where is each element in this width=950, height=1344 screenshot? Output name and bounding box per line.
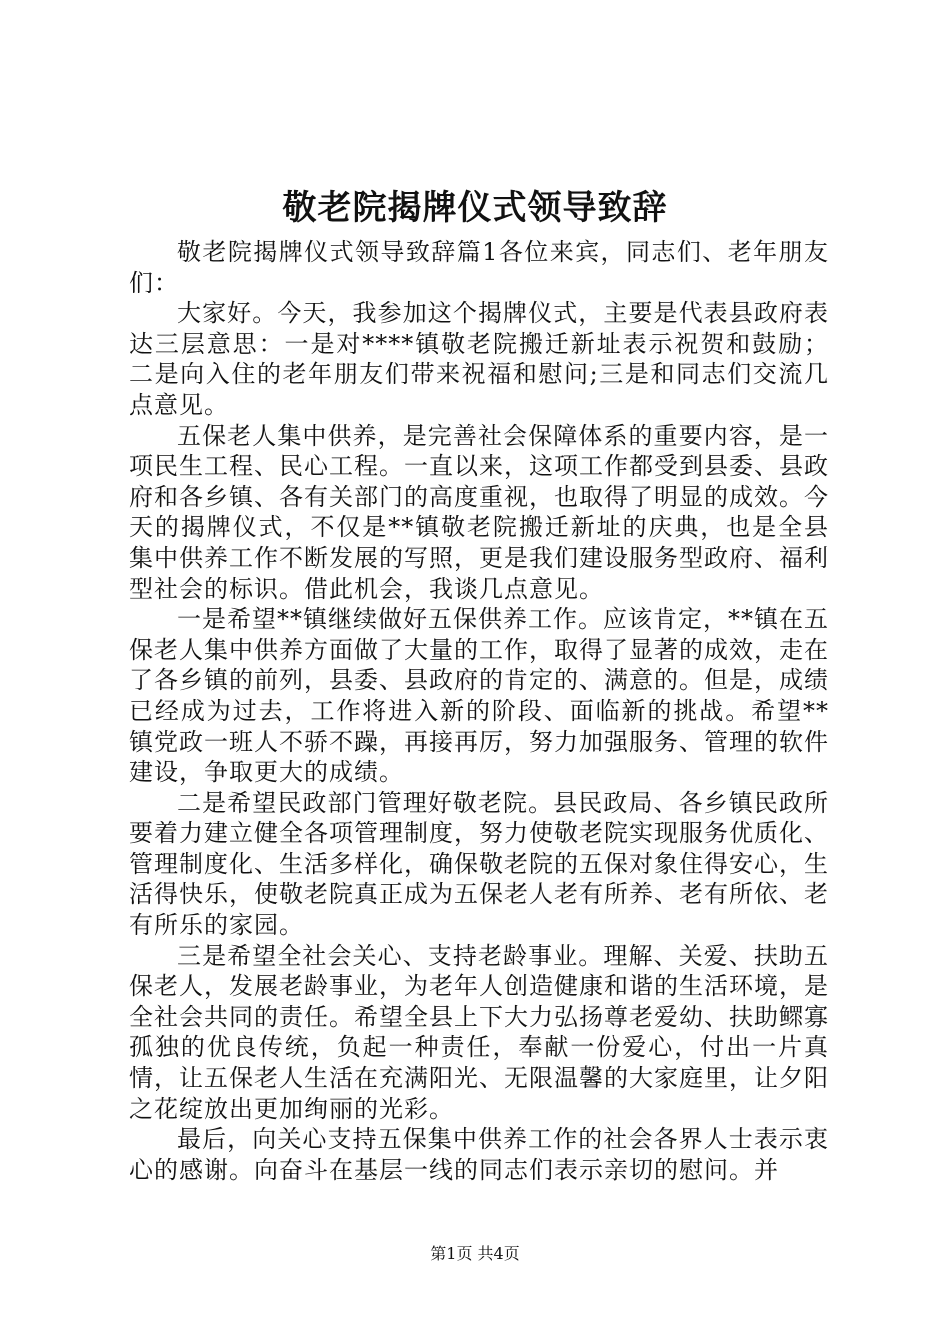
paragraph-point-two: 二是希望民政部门管理好敬老院。县民政局、各乡镇民政所要着力建立健全各项管理制度，努力使敬老院实现服务优质化、管理制度化、生活多样化，确保敬老院的五保对象住得安心，生活得快乐，使敬老院真正成为五保老人老有所养、老有所依、老有所乐的家园。 [129,788,829,940]
paragraph-point-one: 一是希望**镇继续做好五保供养工作。应该肯定，**镇在五保老人集中供养方面做了大量的工作，取得了显著的成效，走在了各乡镇的前列，县委、县政府的肯定的、满意的。但是，成绩已经成为过去，工作将进入新的阶段、面临新的挑战。希望**镇党政一班人不骄不躁，再接再厉，努力加强服务、管理的软件建设，争取更大的成绩。 [129,605,829,787]
paragraph-five-guarantee: 五保老人集中供养，是完善社会保障体系的重要内容，是一项民生工程、民心工程。一直以来，这项工作都受到县委、县政府和各乡镇、各有关部门的高度重视，也取得了明显的成效。今天的揭牌仪式，不仅是**镇敬老院搬迁新址的庆典，也是全县集中供养工作不断发展的写照，更是我们建设服务型政府、福利型社会的标识。借此机会，我谈几点意见。 [129,421,829,603]
paragraph-point-three: 三是希望全社会关心、支持老龄事业。理解、关爱、扶助五保老人，发展老龄事业，为老年人创造健康和谐的生活环境，是全社会共同的责任。希望全县上下大力弘扬尊老爱幼、扶助鳏寡孤独的优良传统，负起一种责任，奉献一份爱心，付出一片真情，让五保老人生活在充满阳光、无限温馨的大家庭里，让夕阳之花绽放出更加绚丽的光彩。 [129,941,829,1123]
paragraph-salutation: 敬老院揭牌仪式领导致辞篇1各位来宾，同志们、老年朋友们： [129,238,829,297]
document-title: 敬老院揭牌仪式领导致辞 [282,188,668,228]
document-body [129,237,829,1185]
paragraph-greeting: 大家好。今天，我参加这个揭牌仪式，主要是代表县政府表达三层意思：一是对****镇敬老院搬迁新址表示祝贺和鼓励；二是向入住的老年朋友们带来祝福和慰问;三是和同志们交流几点意见。 [129,299,829,419]
page-number: 第1页 共4页 [430,1244,520,1263]
paragraph-closing: 最后，向关心支持五保集中供养工作的社会各界人士表示衷心的感谢。向奋斗在基层一线的同志们表示亲切的慰问。并 [129,1125,829,1184]
page-footer [0,1242,950,1266]
